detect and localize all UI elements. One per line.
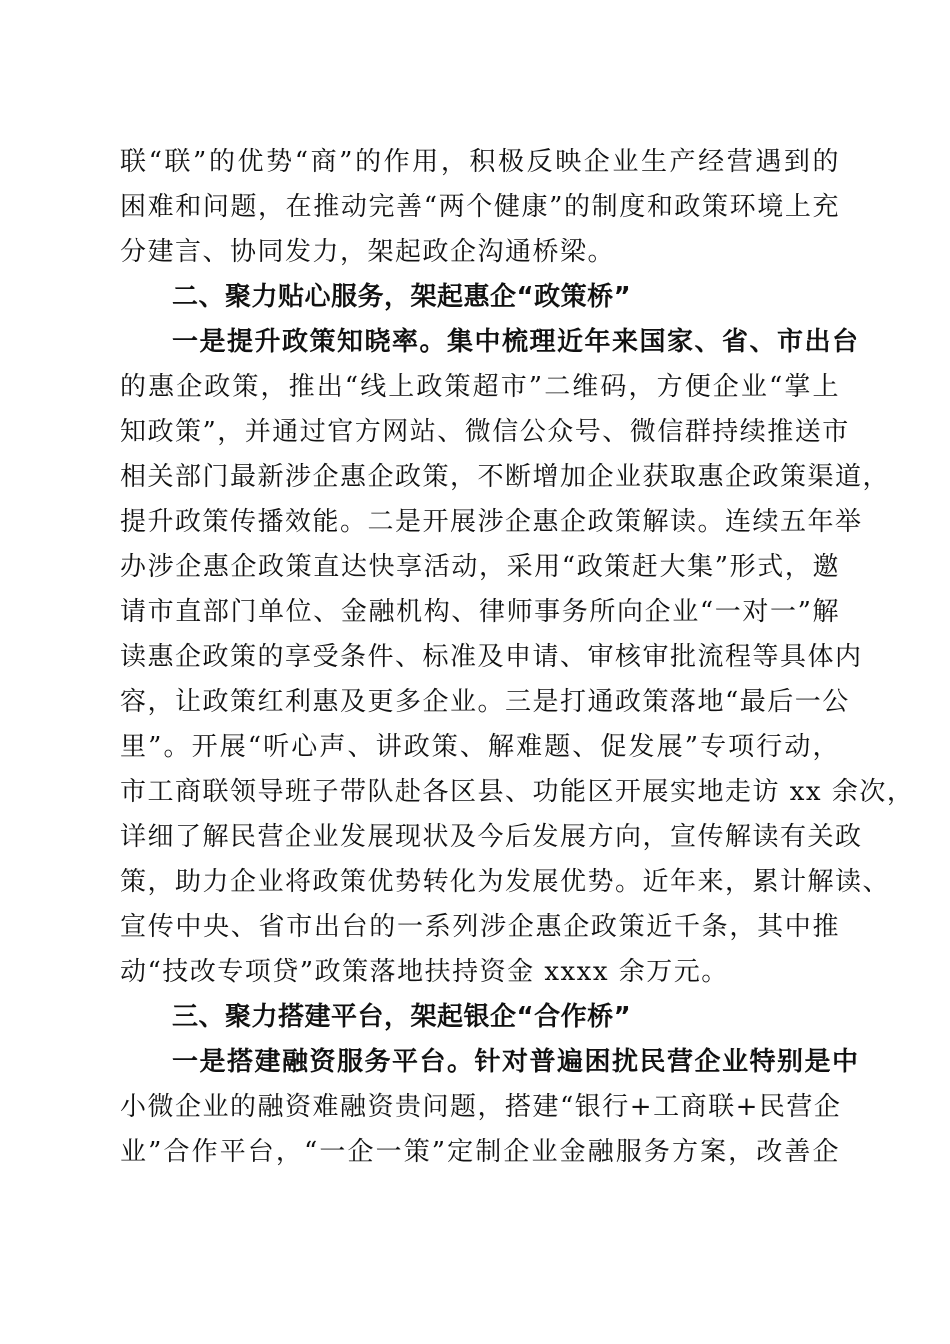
- body-text-line: 一是搭建融资服务平台。针对普遍困扰民营企业特别是中: [172, 1047, 860, 1077]
- body-text-line: 知政策”，并通过官方网站、微信公众号、微信群持续推送市: [120, 417, 850, 447]
- body-text-line: 困难和问题，在推动完善“两个健康”的制度和政策环境上充: [120, 192, 840, 222]
- body-text-line: 联“联”的优势“商”的作用，积极反映企业生产经营遇到的: [120, 147, 840, 177]
- body-text-line: 相关部门最新涉企惠企政策，不断增加企业获取惠企政策渠道，: [120, 462, 891, 492]
- body-text-line: 的惠企政策，推出“线上政策超市”二维码，方便企业“掌上: [120, 372, 840, 402]
- body-text-line: 分建言、协同发力，架起政企沟通桥梁。: [120, 237, 616, 267]
- body-text-line: 宣传中央、省市出台的一系列涉企惠企政策近千条，其中推: [120, 912, 840, 942]
- body-text-line: 容，让政策红利惠及更多企业。三是打通政策落地“最后一公: [120, 687, 850, 717]
- body-text-line: 动“技改专项贷”政策落地扶持资金 xxxx 余万元。: [120, 957, 729, 987]
- body-text-line: 业”合作平台，“一企一策”定制企业金融服务方案，改善企: [120, 1137, 840, 1167]
- body-text-line: 策，助力企业将政策优势转化为发展优势。近年来，累计解读、: [120, 867, 891, 897]
- body-text-line: 提升政策传播效能。二是开展涉企惠企政策解读。连续五年举: [120, 507, 863, 537]
- body-text-line: 详细了解民营企业发展现状及今后发展方向，宣传解读有关政: [120, 822, 863, 852]
- body-text-line: 读惠企政策的享受条件、标准及申请、审核审批流程等具体内: [120, 642, 863, 672]
- section-heading-3: 三、聚力搭建平台，架起银企“合作桥”: [172, 1002, 632, 1032]
- body-text-line: 小微企业的融资难融资贵问题，搭建“银行+工商联+民营企: [120, 1092, 842, 1122]
- body-text-line: 办涉企惠企政策直达快享活动，采用“政策赶大集”形式，邀: [120, 552, 840, 582]
- body-text-line: 一是提升政策知晓率。集中梳理近年来国家、省、市出台: [172, 327, 860, 357]
- body-text-line: 里”。开展“听心声、讲政策、解难题、促发展”专项行动，: [120, 732, 840, 762]
- section-heading-2: 二、聚力贴心服务，架起惠企“政策桥”: [172, 282, 632, 312]
- body-text-line: 市工商联领导班子带队赴各区县、功能区开展实地走访 xx 余次，: [120, 777, 915, 807]
- body-text-line: 请市直部门单位、金融机构、律师事务所向企业“一对一”解: [120, 597, 840, 627]
